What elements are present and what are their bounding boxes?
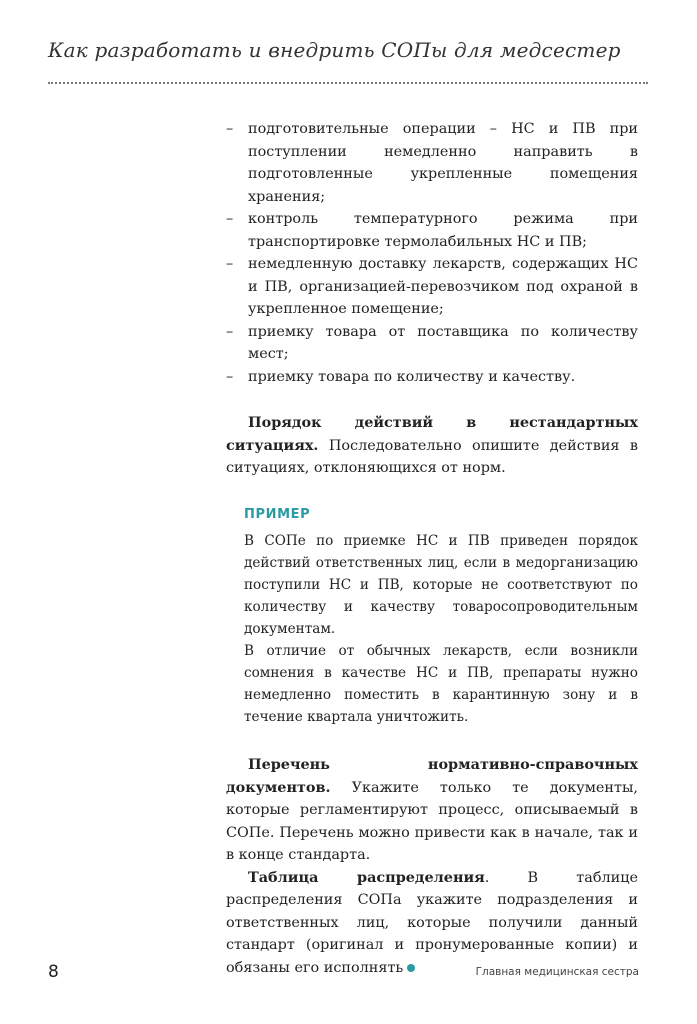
list-item: – подготовительные операции – НС и ПВ при поступлении немедленно направить в подготовленные укрепленные помещения хранения; [226, 118, 638, 208]
end-of-article-dot-icon [407, 964, 415, 972]
distribution-text: . В таблице распределения СОПа укажите подразделения и ответственных лиц, которые получили данный стандарт (оригинал и пронумерованные копии) и обязаны его исполнять [226, 869, 638, 976]
documents-heading: Перечень нормативно-справочных документов. [226, 756, 638, 796]
nonstandard-text: Последовательно опишите действия в ситуациях, отклоняющихся от норм. [226, 437, 638, 476]
documents-text: Укажите только те документы, которые регламентируют процесс, описываемый в СОПе. Перечень можно привести как в начале, так и в конце стандарта. [226, 779, 638, 863]
example-paragraph-2: В отличие от обычных лекарств, если возникли сомнения в качестве НС и ПВ, препараты нужно немедленно поместить в карантинную зону и в течение квартала уничтожить. [244, 643, 638, 725]
list-item: – приемку товара по количеству и качеству. [226, 366, 638, 389]
nonstandard-heading: Порядок действий в нестандартных ситуациях. [226, 414, 638, 454]
documents-section [226, 754, 638, 867]
distribution-heading: Таблица распределения [248, 868, 485, 886]
requirements-list [226, 118, 638, 388]
main-content [226, 118, 638, 979]
list-item: – немедленную доставку лекарств, содержащих НС и ПВ, организацией-перевозчиком под охраной в укрепленное помещение; [226, 253, 638, 321]
list-item: – приемку товара от поставщика по количеству мест; [226, 321, 638, 366]
example-title: ПРИМЕР [244, 506, 311, 522]
header-dotted-rule [48, 82, 648, 84]
list-item: – контроль температурного режима при транспортировке термолабильных НС и ПВ; [226, 208, 638, 253]
running-title: Как разработать и внедрить СОПы для медсестер [48, 38, 621, 62]
example-box [226, 504, 638, 729]
distribution-section [226, 867, 638, 980]
nonstandard-section [226, 412, 638, 480]
example-paragraph-1: В СОПе по приемке НС и ПВ приведен порядок действий ответственных лиц, если в медорганизацию поступили НС и ПВ, которые не соответствуют по количеству и качеству товаросопроводительным документам. [244, 533, 638, 637]
journal-name: Главная медицинская сестра [475, 966, 639, 978]
page-number: 8 [48, 962, 59, 982]
